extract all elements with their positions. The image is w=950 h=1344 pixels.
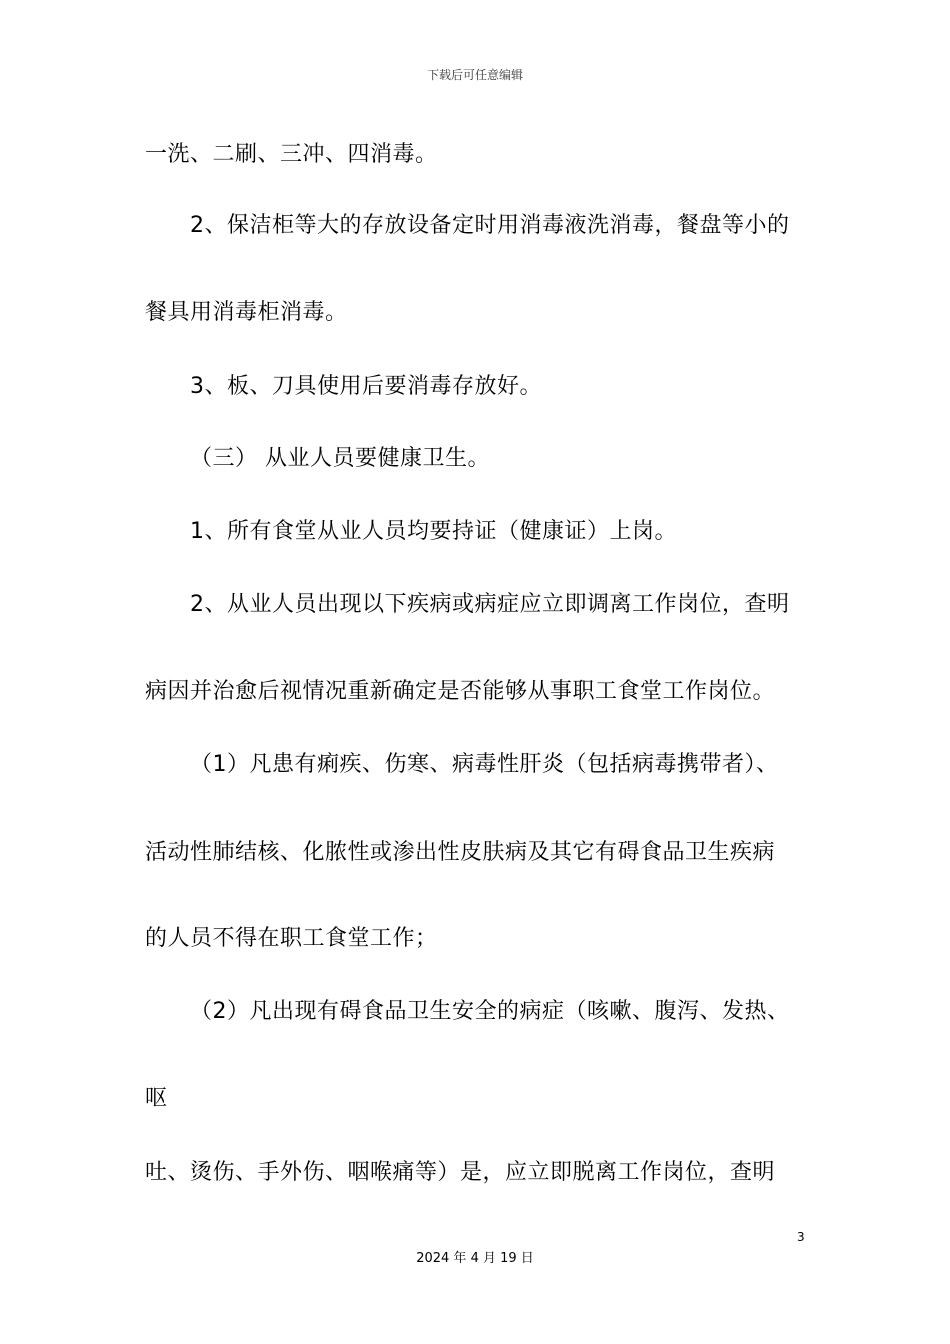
body-line: 2、从业人员出现以下疾病或病症应立即调离工作岗位，查明 — [190, 592, 790, 617]
section-heading: （三） 从业人员要健康卫生。 — [190, 446, 490, 471]
footer-date: 2024 年 4 月 19 日 — [416, 1251, 534, 1266]
body-line: （1）凡患有痢疾、伤寒、病毒性肝炎（包括病毒携带者）、 — [190, 752, 779, 777]
body-line: （2）凡出现有碍食品卫生安全的病症（咳嗽、腹泻、发热、 — [190, 999, 790, 1024]
body-line: 1、所有食堂从业人员均要持证（健康证）上岗。 — [190, 519, 677, 544]
body-line: 的人员不得在职工食堂工作； — [145, 926, 438, 951]
body-line: 吐、烫伤、手外伤、咽喉痛等）是，应立即脱离工作岗位，查明 — [145, 1160, 776, 1185]
page-number: 3 — [797, 1230, 805, 1244]
body-line: 病因并治愈后视情况重新确定是否能够从事职工食堂工作岗位。 — [145, 679, 776, 704]
page-header: 下载后可任意编辑 — [426, 68, 523, 82]
body-line: 活动性肺结核、化脓性或渗出性皮肤病及其它有碍食品卫生疾病 — [145, 840, 776, 865]
body-line: 2、保洁柜等大的存放设备定时用消毒液洗消毒，餐盘等小的 — [190, 213, 790, 238]
body-line: 一洗、二刷、三冲、四消毒。 — [145, 142, 438, 167]
body-line: 餐具用消毒柜消毒。 — [145, 300, 348, 325]
body-line: 3、板、刀具使用后要消毒存放好。 — [190, 374, 542, 399]
body-line: 呕 — [145, 1086, 168, 1111]
